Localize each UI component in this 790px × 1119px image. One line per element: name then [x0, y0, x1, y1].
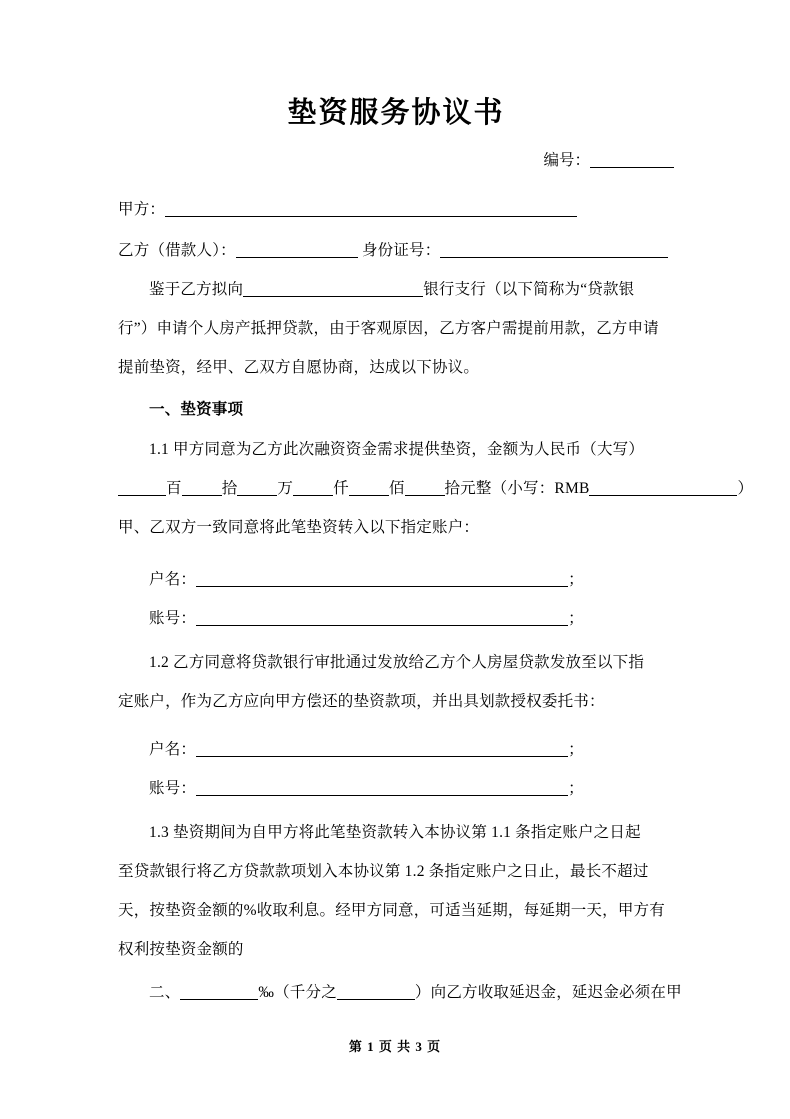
section-one-heading-row: [118, 390, 674, 429]
amount-blank-1[interactable]: [182, 480, 222, 496]
account-1-number-row: [118, 599, 674, 638]
recital-paragraph: [118, 270, 674, 387]
amount-lowercase-blank[interactable]: [589, 480, 737, 496]
clause-1-1-line-1: [118, 430, 674, 469]
amount-unit-4: 佰: [388, 480, 405, 497]
party-b-row: [118, 231, 674, 270]
amount-blank-0[interactable]: [118, 480, 166, 496]
section-two-marker: 二、: [149, 984, 181, 1001]
recital-line-1: [118, 270, 674, 309]
qianfen-blank[interactable]: [337, 984, 415, 1000]
section-one-heading: [118, 390, 674, 429]
amount-blank-2[interactable]: [237, 480, 277, 496]
qianfen-close: ）: [414, 984, 431, 1001]
account-1-number-label: 账号：: [149, 610, 197, 627]
account-block-1: [118, 560, 674, 638]
recital-line-3: 提前垫资，经甲、乙双方自愿协商，达成以下协议。: [118, 359, 480, 376]
account-2-number-row: [118, 769, 674, 808]
section-two-row: [118, 973, 682, 1012]
serial-number-row: [118, 148, 674, 174]
amount-blank-5[interactable]: [405, 480, 445, 496]
bank-name-blank[interactable]: [243, 281, 423, 297]
account-2-name-blank[interactable]: [196, 741, 568, 757]
amount-unit-3: 仟: [333, 480, 349, 497]
page-footer: 第 1 页 共 3 页: [348, 1039, 442, 1054]
recital-after-blank-text: 银行支行（以下简称为“贷款银: [423, 281, 635, 298]
account-2-name-terminator: ；: [568, 741, 584, 758]
clause-1-2-line-1: [118, 643, 674, 682]
amount-lowercase-open: （小写：RMB: [491, 480, 590, 497]
party-b-label: 乙方（借款人）：: [118, 242, 236, 259]
amount-lowercase-close: ）: [737, 480, 754, 497]
id-card-label: 身份证号：: [361, 242, 441, 259]
account-1-number-terminator: ；: [568, 610, 584, 627]
serial-number-label: 编号：: [543, 152, 590, 169]
clause-1-1-line-3: 甲、乙双方一致同意将此笔垫资转入以下指定账户：: [118, 519, 480, 536]
page-title: 垫资服务协议书: [287, 97, 505, 129]
clause-1-3-line-3: 天，按垫资金额的%收取利息。经甲方同意，可适当延期，每延期一天，甲方有: [118, 902, 665, 919]
account-2-name-label: 户名：: [149, 741, 197, 758]
clause-1-3: [118, 813, 674, 969]
clause-1-2-text-1: 1.2 乙方同意将贷款银行审批通过发放给乙方个人房屋贷款发放至以下指: [149, 654, 645, 671]
section-two-line: [118, 973, 682, 1012]
clause-1-2-line-2: 定账户，作为乙方应向甲方偿还的垫资款项，并出具划款授权委托书：: [118, 693, 605, 710]
party-b-blank[interactable]: [236, 242, 358, 258]
account-1-name-terminator: ；: [568, 571, 584, 588]
clause-1-3-text-1: 1.3 垫资期间为自甲方将此笔垫资款转入本协议第 1.1 条指定账户之日起: [149, 824, 641, 841]
clause-1-2: [118, 643, 674, 721]
amount-unit-2: 万: [277, 480, 294, 497]
account-1-name-blank[interactable]: [196, 571, 568, 587]
account-2-name-row: [118, 730, 674, 769]
account-block-2: [118, 730, 674, 808]
party-a-blank[interactable]: [165, 201, 577, 217]
permille-rate-blank[interactable]: [180, 984, 258, 1000]
party-a-row: [118, 190, 674, 229]
clause-1-3-line-2: 至贷款银行将乙方贷款款项划入本协议第 1.2 条指定账户之日止，最长不超过: [118, 863, 649, 880]
account-2-number-label: 账号：: [149, 780, 197, 797]
section-two-tail: 向乙方收取延迟金，延迟金必须在甲: [430, 984, 682, 1001]
clause-1-3-line-1: [118, 813, 674, 852]
recital-lead-text: 鉴于乙方拟向: [149, 281, 244, 298]
section-one-heading-text: 一、垫资事项: [149, 401, 244, 418]
amount-unit-0: 百: [166, 480, 182, 497]
account-1-name-row: [118, 560, 674, 599]
party-a-line: [118, 190, 674, 229]
serial-number-blank[interactable]: [590, 152, 674, 168]
amount-blank-4[interactable]: [349, 480, 389, 496]
account-2-number-blank[interactable]: [196, 780, 568, 796]
clause-1-1-amount-line: [118, 469, 754, 508]
party-a-label: 甲方：: [118, 201, 166, 218]
qianfen-open: （千分之: [274, 984, 337, 1001]
permille-symbol: ‰: [258, 984, 275, 1001]
id-card-blank[interactable]: [440, 242, 668, 258]
clause-1-1-text: 1.1 甲方同意为乙方此次融资资金需求提供垫资，金额为人民币（大写）: [149, 441, 645, 458]
clause-1-3-line-4: 权利按垫资金额的: [118, 941, 244, 958]
account-1-number-blank[interactable]: [196, 610, 568, 626]
recital-line-2: 行”）申请个人房产抵押贷款，由于客观原因，乙方客户需提前用款，乙方申请: [118, 320, 659, 337]
clause-1-1: [118, 430, 754, 547]
amount-unit-5: 拾元整: [444, 480, 492, 497]
account-2-number-terminator: ；: [568, 780, 584, 797]
account-1-name-label: 户名：: [149, 571, 197, 588]
amount-unit-1: 拾: [221, 480, 238, 497]
party-b-line: [118, 231, 674, 270]
amount-blank-3[interactable]: [293, 480, 333, 496]
